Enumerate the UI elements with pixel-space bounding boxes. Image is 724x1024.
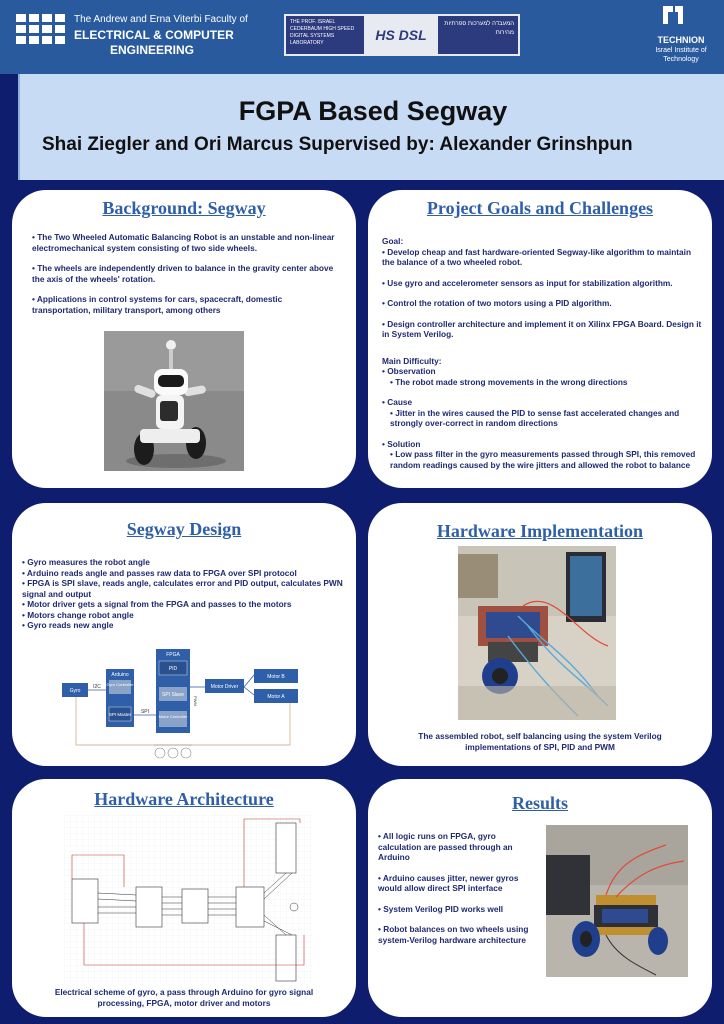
spi-label: SPI [140, 709, 150, 715]
background-item: • The wheels are independently driven to balance in the gravity center above the axis of the wheels' rotation. [32, 263, 334, 284]
segway-block-diagram [60, 645, 310, 765]
cause-label: • Cause [382, 397, 413, 407]
goals-title: Project Goals and Challenges [426, 198, 654, 218]
hardware-impl-title: Hardware Implementation [436, 521, 644, 541]
poster-authors: Shai Ziegler and Ori Marcus Supervised by: Alexander Grinshpun [42, 134, 633, 155]
results-text [378, 831, 536, 955]
faculty-name-line1: The Andrew and Erna Viterbi Faculty of [74, 14, 248, 25]
observation-text: • The robot made strong movements in the wrong directions [390, 376, 628, 387]
design-item: • Gyro measures the robot angle [22, 557, 150, 567]
results-item: • All logic runs on FPGA, gyro calculation are passed through an Arduino [378, 831, 513, 862]
assembled-robot-photo [458, 546, 616, 720]
fpga-label: FPGA [166, 652, 180, 658]
goal-item: • Develop cheap and fast hardware-oriented Segway-like algorithm to maintain the balance of a two wheeled robot. [382, 246, 692, 267]
solution-label: • Solution [382, 438, 421, 449]
design-item: • Motor driver gets a signal from the FPGA and passes to the motors [22, 599, 292, 609]
header-bar [0, 0, 724, 74]
results-panel [368, 779, 712, 1017]
goal-label: Goal: [382, 236, 404, 246]
technion-logo-icon [660, 4, 686, 26]
faculty-name-line2: ELECTRICAL & COMPUTER [74, 28, 234, 42]
goals-text [382, 236, 704, 480]
background-item: • The Two Wheeled Automatic Balancing Robot is an unstable and non-linear electromechanical system consisting of two side wheels. [32, 232, 335, 253]
background-title: Background: Segway [102, 198, 266, 218]
segway-robot-image [104, 331, 244, 471]
technion-name: TECHNION [657, 35, 705, 45]
motor-b-label: Motor B [267, 674, 285, 680]
motor-a-label: Motor A [267, 694, 285, 700]
design-item: • Motors change robot angle [22, 609, 134, 620]
background-panel [12, 190, 356, 488]
gyro-label: Gyro [69, 688, 81, 694]
motor-controller-label: Motor Controller [158, 714, 188, 719]
hsdsl-lab-name: THE PROF. ISRAEL CEDERBAUM HIGH SPEED DIGITAL SYSTEMS LABORATORY [286, 16, 364, 54]
pwm-label: PWM [193, 696, 198, 706]
title-band [18, 74, 724, 180]
results-item: • Robot balances on two wheels using system-Verilog hardware architecture [378, 924, 529, 945]
design-item: • Gyro reads new angle [22, 620, 114, 630]
goal-item: • Design controller architecture and implement it on Xilinx FPGA Board. Design it in System Verilog. [382, 318, 702, 339]
hsdsl-lab-name-hebrew: המעבדה למערכות ספרתיות מהירות [438, 16, 518, 54]
design-item: • FPGA is SPI slave, reads angle, calculates error and PID output, calculates PWN signal and output [22, 578, 343, 599]
hardware-impl-panel [368, 503, 712, 766]
hardware-arch-panel [12, 779, 356, 1017]
faculty-logo-icon [16, 14, 66, 54]
background-text [32, 232, 336, 325]
difficulty-label: Main Difficulty: [382, 355, 442, 366]
cause-text: • Jitter in the wires caused the PID to sense fast accelerated changes and strongly over-correct in random directions [390, 407, 680, 428]
solution-text: • Low pass filter in the gyro measurements passed through SPI, this removed random readings caused by the wire jitters and allowed the robot to balance [390, 449, 696, 470]
hsdsl-logo [284, 14, 520, 56]
electrical-schematic [64, 815, 312, 983]
hardware-arch-caption: Electrical scheme of gyro, a pass through Arduino for gyro signal processing, FPGA, motor driver and motors [54, 987, 314, 1008]
design-title: Segway Design [126, 519, 242, 539]
i2c-label: I2C [93, 684, 101, 690]
hardware-arch-title: Hardware Architecture [94, 789, 274, 809]
arduino-label: Arduino [111, 672, 129, 678]
hardware-impl-caption: The assembled robot, self balancing using the system Verilog implementations of SPI, PID and PWM [418, 731, 662, 752]
results-item: • Arduino causes jitter, newer gyros would allow direct SPI interface [378, 872, 519, 893]
robot-sketch [154, 745, 192, 758]
results-item: • System Verilog PID works well [378, 903, 504, 914]
design-panel [12, 503, 356, 766]
goal-item: • Control the rotation of two motors using a PID algorithm. [382, 298, 612, 308]
goal-item: • Use gyro and accelerometer sensors as input for stabilization algorithm. [382, 277, 673, 288]
observation-label: • Observation [382, 366, 436, 376]
spi-master-label: SPI Master [108, 712, 132, 717]
hsdsl-logo-text: HS DSL [375, 27, 427, 43]
balancing-robot-photo [546, 825, 688, 977]
spi-slave-label: SPI Slave [162, 692, 184, 698]
poster-title: FGPA Based Segway [238, 96, 508, 126]
pid-label: PID [168, 666, 178, 672]
goals-panel [368, 190, 712, 488]
faculty-name-line3: ENGINEERING [110, 43, 195, 57]
results-title: Results [511, 793, 568, 813]
technion-subtitle: Israel Institute of Technology [655, 47, 707, 63]
gyro-controller-label: Gyro Controller [106, 682, 134, 687]
design-text [22, 557, 352, 631]
motor-driver-label: Motor Driver [210, 684, 239, 690]
design-item: • Arduino reads angle and passes raw data to FPGA over SPI protocol [22, 567, 297, 578]
background-item: • Applications in control systems for cars, spacecraft, domestic transportation, military transport, among others [32, 294, 283, 315]
